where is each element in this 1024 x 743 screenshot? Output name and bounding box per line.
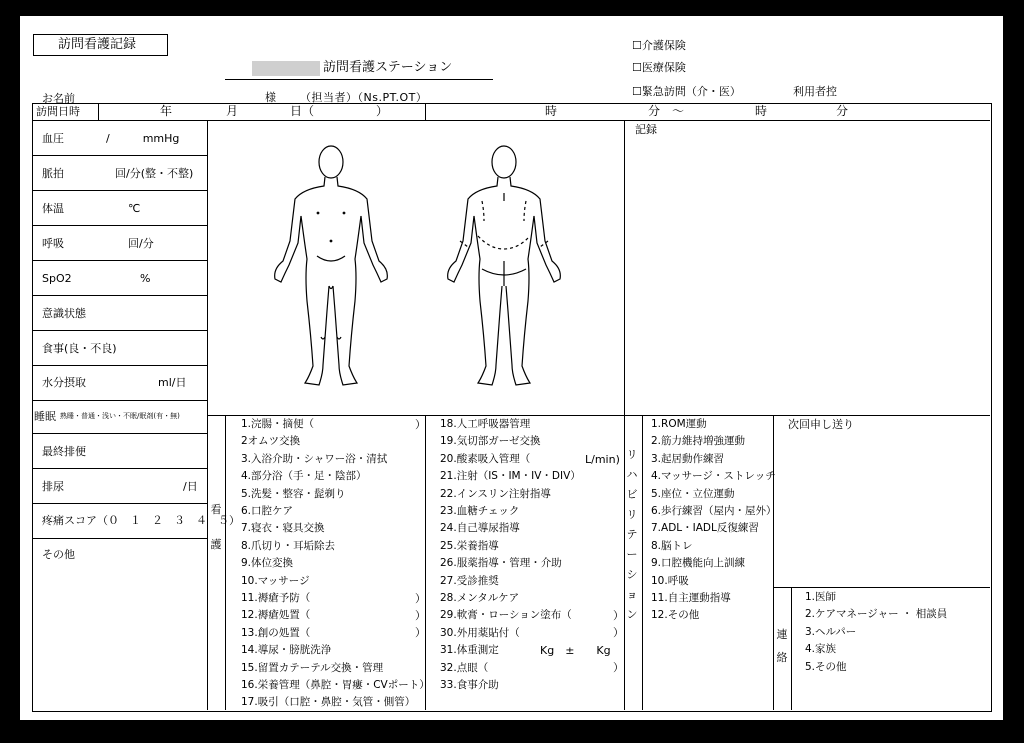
nursing-item-b-16[interactable]: 33.食事介助 <box>440 679 499 691</box>
vital-resp-unit: 回/分 <box>128 237 154 250</box>
nursing-item-9[interactable]: 9.体位変換 <box>241 557 294 570</box>
name-label: お名前 <box>42 92 75 105</box>
paren-close-12: ） <box>415 609 426 622</box>
contact-item-4[interactable]: 4.家族 <box>805 643 837 656</box>
rehab-item-6[interactable]: 6.歩行練習（屋内・屋外） <box>651 505 777 517</box>
nursing-item-11[interactable]: 11.褥瘡予防（ <box>241 592 311 604</box>
weight-unit: Kg ± Kg <box>540 644 611 657</box>
vital-temp-unit: ℃ <box>128 202 141 215</box>
vital-pulse-label: 脈拍 <box>42 167 64 180</box>
nursing-item-b-14[interactable]: 31.体重測定 <box>440 644 499 657</box>
vital-water-unit: ml/日 <box>158 376 187 389</box>
nursing-item-15[interactable]: 15.留置カテーテル交換・管理 <box>241 661 384 674</box>
nursing-item-b-15[interactable]: 32.点眼（ <box>440 661 489 674</box>
nursing-item-4[interactable]: 4.部分浴（手・足・陰部） <box>241 470 367 483</box>
station-name: 訪問看護ステーション <box>323 60 453 75</box>
time-hour1: 時 <box>545 104 558 118</box>
nursing-item-3[interactable]: 3.入浴介助・シャワー浴・清拭 <box>241 452 388 465</box>
renraku-label: 連 絡 <box>776 628 788 664</box>
nursing-item-b-10[interactable]: 27.受診推奨 <box>440 574 499 587</box>
nursing-item-12[interactable]: 12.褥瘡処置（ <box>241 609 311 622</box>
rehab-item-5[interactable]: 5.座位・立位運動 <box>651 487 735 500</box>
vital-bp-unit: / mmHg <box>106 132 180 145</box>
next-notes-label: 次回申し送り <box>788 418 854 431</box>
nursing-item-17[interactable]: 17.吸引（口腔・鼻腔・気管・側管） <box>241 696 416 709</box>
nursing-item-b-9[interactable]: 26.服薬指導・管理・介助 <box>440 557 562 570</box>
nursing-item-b-1[interactable]: 18.人工呼吸器管理 <box>440 418 531 430</box>
nursing-item-6[interactable]: 6.口腔ケア <box>241 505 294 517</box>
nursing-item-14[interactable]: 14.導尿・膀胱洗浄 <box>241 644 332 657</box>
doc-title: 訪問看護記録 <box>58 37 137 52</box>
nursing-item-13[interactable]: 13.創の処置（ <box>241 626 311 639</box>
record-label: 記録 <box>635 123 657 136</box>
vital-spo2-unit: % <box>140 272 151 285</box>
rehab-item-9[interactable]: 9.口腔機能向上訓練 <box>651 557 746 570</box>
kango-label: 看 護 <box>210 503 222 551</box>
body-front-diagram <box>265 141 397 389</box>
nursing-item-10[interactable]: 10.マッサージ <box>241 574 310 587</box>
vital-consciousness-label: 意識状態 <box>42 307 86 320</box>
date-day: 日（ <box>290 104 315 118</box>
date-label: 訪問日時 <box>36 105 80 118</box>
nursing-item-b-5[interactable]: 22.インスリン注射指導 <box>440 487 551 500</box>
paren-close-30: ） <box>613 626 624 639</box>
vital-water-label: 水分摂取 <box>42 376 86 389</box>
nursing-item-b-7[interactable]: 24.自己導尿指導 <box>440 522 520 535</box>
nursing-item-b-4[interactable]: 21.注射（IS・IM・IV・DIV） <box>440 470 581 483</box>
time-tilde: 〜 <box>672 104 685 118</box>
rehab-item-2[interactable]: 2.筋力維持増強運動 <box>651 435 746 448</box>
check-kinkyu[interactable]: ☐緊急訪問（介・医） <box>632 85 741 98</box>
contact-item-3[interactable]: 3.ヘルパー <box>805 625 857 638</box>
rehab-item-1[interactable]: 1.ROM運動 <box>651 418 707 430</box>
last-bowel-label: 最終排便 <box>42 445 86 458</box>
vital-bp-label: 血圧 <box>42 132 64 145</box>
nursing-item-b-11[interactable]: 28.メンタルケア <box>440 592 520 604</box>
check-iryo[interactable]: ☐医療保険 <box>632 61 686 74</box>
station-underline <box>225 79 493 80</box>
vital-temp-label: 体温 <box>42 202 64 215</box>
rehab-item-7[interactable]: 7.ADL・IADL反復練習 <box>651 522 759 535</box>
nursing-item-2[interactable]: 2オムツ交換 <box>241 435 301 448</box>
name-sama: 様 <box>265 91 276 104</box>
rehab-item-3[interactable]: 3.起居動作練習 <box>651 452 725 465</box>
nursing-item-8[interactable]: 8.爪切り・耳垢除去 <box>241 539 336 552</box>
contact-item-5[interactable]: 5.その他 <box>805 660 847 673</box>
nursing-item-5[interactable]: 5.洗髪・整容・髭剃り <box>241 487 346 500</box>
time-minute2: 分 <box>836 104 849 118</box>
nursing-item-16[interactable]: 16.栄養管理（鼻腔・胃瘻・CVポート） <box>241 679 430 691</box>
paren-close-1: ） <box>415 418 426 431</box>
date-month: 月 <box>226 104 239 118</box>
rehab-item-8[interactable]: 8.脳トレ <box>651 539 693 552</box>
sleep-detail: 熟睡・普通・浅い・不眠/眠剤(有・無) <box>60 412 180 420</box>
rehab-item-12[interactable]: 12.その他 <box>651 609 700 622</box>
nursing-item-b-2[interactable]: 19.気切部ガーゼ交換 <box>440 435 541 448</box>
time-minute1: 分 <box>648 104 661 118</box>
rehab-item-11[interactable]: 11.自主運動指導 <box>651 592 731 604</box>
nursing-item-b-3[interactable]: 20.酸素吸入管理（ <box>440 452 531 465</box>
sleep-label: 睡眠 <box>34 410 56 423</box>
pain-score-label: 疼痛スコア（０ １ ２ ３ ４ ５） <box>42 514 240 527</box>
contact-item-2[interactable]: 2.ケアマネージャー ・ 相談員 <box>805 608 948 621</box>
body-back-diagram <box>438 141 570 389</box>
time-hour2: 時 <box>755 104 768 118</box>
vital-resp-label: 呼吸 <box>42 237 64 250</box>
paren-close-11: ） <box>415 592 426 605</box>
vital-meal-label: 食事(良・不良) <box>42 342 117 355</box>
nursing-item-b-12[interactable]: 29.軟膏・ローション塗布（ <box>440 609 572 622</box>
vital-pulse-unit: 回/分(整・不整) <box>115 167 194 180</box>
user-copy-label: 利用者控 <box>793 85 837 98</box>
nursing-item-7[interactable]: 7.寝衣・寝具交換 <box>241 522 325 535</box>
check-kaigo[interactable]: ☐介護保険 <box>632 39 686 52</box>
paren-close-29: ） <box>613 609 624 622</box>
vital-spo2-label: SpO2 <box>42 272 72 285</box>
contact-item-1[interactable]: 1.医師 <box>805 591 837 603</box>
nursing-item-b-13[interactable]: 30.外用薬貼付（ <box>440 626 520 639</box>
station-name-redacted <box>252 61 320 76</box>
staff-label: （担当者）（Ns.PT.OT） <box>300 91 428 104</box>
nursing-item-b-8[interactable]: 25.栄養指導 <box>440 539 499 552</box>
rehab-item-4[interactable]: 4.マッサージ・ストレッチ <box>651 470 776 483</box>
date-year: 年 <box>160 104 173 118</box>
paren-close-32: ） <box>613 661 624 674</box>
paren-close-13: ） <box>415 626 426 639</box>
urination-label: 排尿 <box>42 480 64 493</box>
urination-unit: /日 <box>183 480 198 493</box>
o2-unit: L/min) <box>585 453 620 466</box>
nursing-item-b-6[interactable]: 23.血糖チェック <box>440 505 520 517</box>
rehab-label: リ ハ ビ リ テ ー シ ョ ン <box>626 448 638 621</box>
date-paren-close: ） <box>376 104 389 118</box>
rehab-item-10[interactable]: 10.呼吸 <box>651 574 689 587</box>
record-sheet <box>20 16 1003 720</box>
other-label: その他 <box>42 548 75 561</box>
nursing-item-1[interactable]: 1.浣腸・摘便（ <box>241 418 315 430</box>
